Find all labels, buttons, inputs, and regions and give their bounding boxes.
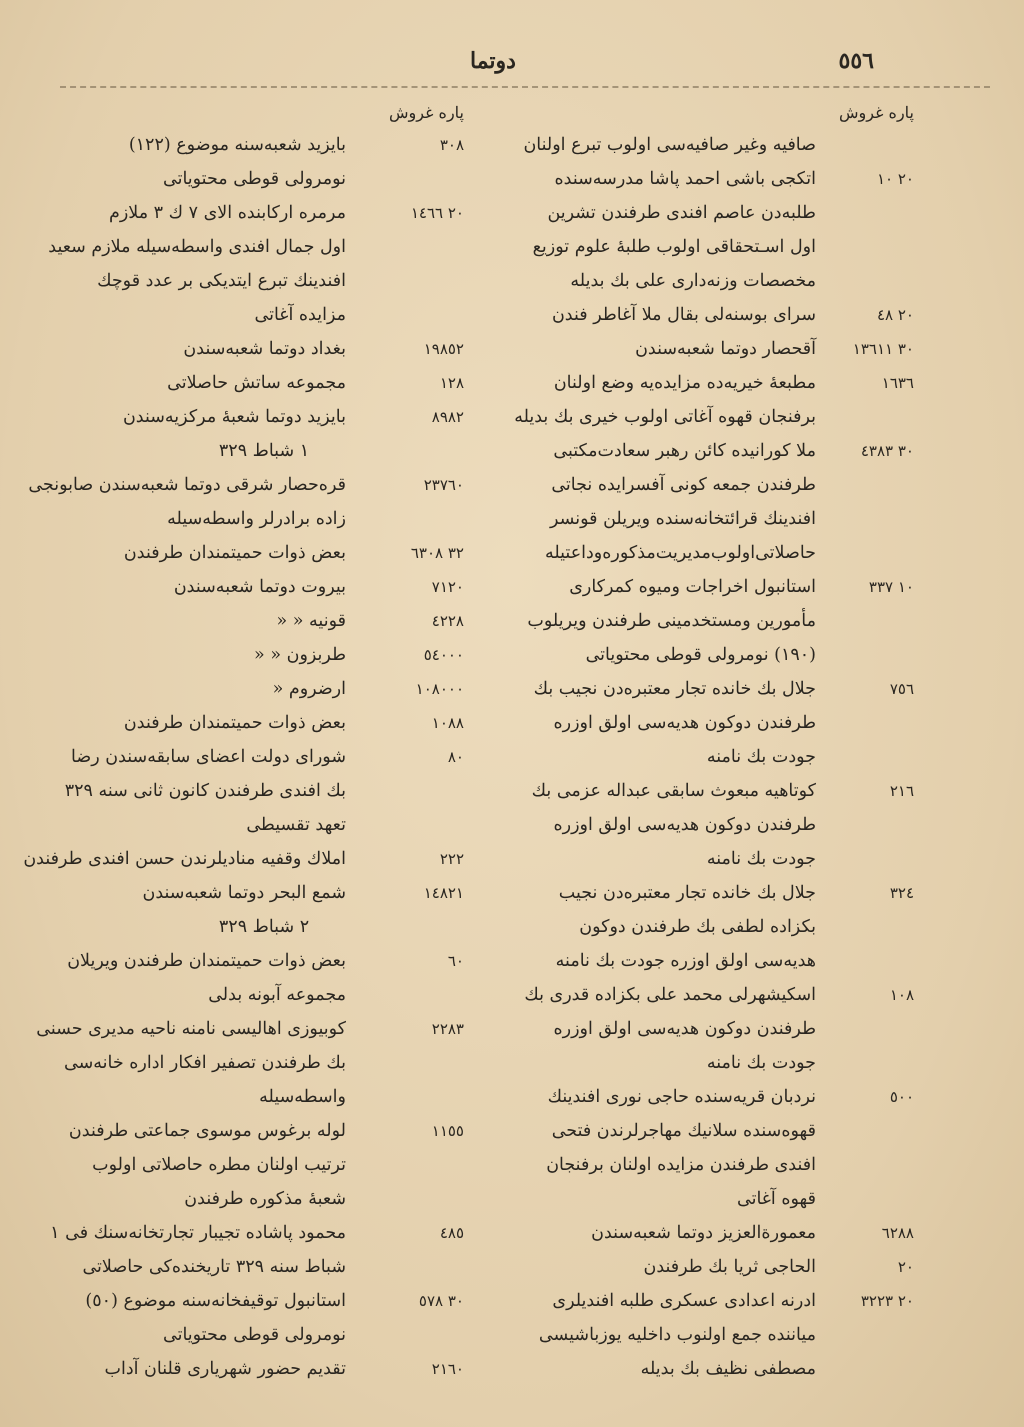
entry-text: معمورة‌العزیز دوتما شعبه‌سندن [591,1223,816,1243]
entry-text: طلبه‌دن عاصم افندی طرفندن تشرین [547,203,816,223]
entry-line [504,298,914,332]
entry-line [504,196,914,230]
ledger-entry [64,128,464,196]
entry-line [64,1080,464,1114]
entry-line [504,230,914,264]
entry-text: استانبول اخراجات ومیوه کمرکاری [569,577,816,597]
entry-line [64,502,464,536]
entry-line [64,604,464,638]
entry-amount: ۲۰ ٤٨ [876,306,914,324]
ledger-entry [504,570,914,672]
column-heading-currency: پاره غروش [389,103,464,122]
ledger-entry [64,570,464,604]
ledger-entry [64,672,464,706]
entry-line [504,128,914,162]
entry-amount: ٤۸٥ [439,1224,464,1242]
entry-amount: ۳۲٤ [889,884,914,902]
ledger-entry [504,1284,914,1386]
entry-amount: ۱۰۸ [889,986,914,1004]
entry-line [504,400,914,434]
entry-line [504,978,914,1012]
entry-text: زاده برادرلر واسطه‌سیله [167,509,346,529]
ledger-entry [28,468,464,536]
entry-text: شورای دولت اعضای سابقه‌سندن رضا [71,747,346,767]
entry-line [64,638,464,672]
entry-amount: ۱٤۸۲۱ [423,884,464,902]
entry-text: اول جمال افندی واسطه‌سیله ملازم سعید [48,237,346,257]
entry-text: تعهد تقسیطی [246,815,346,835]
entry-line [504,162,914,196]
entry-text: قهوه‌سنده سلانیك مهاجرلرندن فتحی [551,1121,816,1141]
entry-text: افندینك قرائتخانه‌سنده ویریلن قونسر [549,509,816,529]
ledger-entry [64,1114,464,1216]
entry-line [504,1250,914,1284]
entry-line [64,298,464,332]
entry-text: قونیه « « [276,611,346,631]
entry-line [64,196,464,230]
ledger-entry [64,910,464,944]
entry-line [504,264,914,298]
ledger-entry [64,876,464,910]
entry-text: تقدیم حضور شهریاری قلنان آداب [104,1359,346,1379]
ledger-entry [504,162,914,298]
entry-line [36,1012,464,1046]
entry-amount: ۱۱٥٥ [431,1122,464,1140]
entry-line [64,128,464,162]
entry-line [64,1182,464,1216]
entry-amount: ۸۰ [447,748,464,766]
entry-text: مجموعه آبونه بدلی [208,985,346,1005]
entry-text: افندی طرفندن مزایده اولنان برفنجان [546,1155,816,1175]
entry-amount: ۲۰ ۳۲۲۳ [860,1292,914,1310]
entry-line [504,434,914,468]
ledger-entry [504,1080,914,1216]
ledger-entry [504,298,914,332]
entry-text: مأمورین ومستخدمینی طرفندن ویریلوب [527,611,816,631]
ledger-entry [36,1012,464,1114]
entry-amount: ۱۰ ۳۳۷ [868,578,914,596]
entry-text: هدیه‌سی اولق اوزره جودت بك نامنه [555,951,816,971]
entry-text: شباط سنه ۳۲۹ تاریخنده‌کی حاصلاتی [82,1257,346,1277]
entry-line [64,1352,464,1386]
entry-line [64,332,464,366]
entry-line [64,1250,464,1284]
ledger-entry [504,978,914,1080]
ledger-entry [64,706,464,740]
entry-line [64,1046,464,1080]
ledger-entry [64,1284,464,1352]
entry-line [64,706,464,740]
entry-text: طرفندن دوکون هدیه‌سی اولق اوزره [553,1019,816,1039]
entry-line [64,808,464,842]
entry-text: ۱ شباط ۳۲۹ [218,441,310,461]
entry-text: طرفندن دوکون هدیه‌سی اولق اوزره [553,713,816,733]
entry-text: قره‌حصار شرقی دوتما شعبه‌سندن صابونجی [28,475,346,495]
entry-line [23,842,464,876]
entry-text: بیروت دوتما شعبه‌سندن [173,577,346,597]
entry-line [504,1284,914,1318]
entry-amount: ۲۰ ۱٤٦٦ [410,204,464,222]
entry-line [48,230,464,264]
ledger-entry [64,740,464,842]
entry-line [64,400,464,434]
ledger-entry [50,1216,464,1284]
right-column [504,98,914,1386]
entry-text: املاك وقفیه منادیلرندن حسن افندی طرفندن [23,849,346,869]
entry-line [504,1012,914,1046]
ledger-entry [64,638,464,672]
entry-text: جودت بك نامنه [706,1053,816,1073]
entry-text: مطبعۀ خیریه‌ده مزایده‌یه وضع اولنان [553,373,816,393]
ledger-entry [64,1352,464,1386]
entry-text: میاننده جمع اولنوب داخلیه یوزباشیسی [538,1325,816,1345]
entry-line [64,1318,464,1352]
entry-amount: ۲۳۷٦۰ [423,476,464,494]
entry-line [504,1182,914,1216]
entry-line [504,740,914,774]
entry-text: ادرنه اعدادی عسکری طلبه افندیلری [552,1291,816,1311]
entry-text: طرفندن دوکون هدیه‌سی اولق اوزره [553,815,816,835]
entry-text: بك افندی طرفندن کانون ثانی سنه ۳۲۹ [64,781,346,801]
entry-amount: ۳۲ ٦۳۰۸ [410,544,464,562]
date-line [64,434,464,468]
entry-text: مخصصات وزنه‌داری علی بك بدیله [570,271,816,291]
entry-amount: ۱۰۸۸ [431,714,464,732]
ledger-entry [504,332,914,366]
entry-text: نردبان قریه‌سنده حاجی نوری افندینك [547,1087,816,1107]
entry-amount: ۳۰۸ [439,136,464,154]
entry-text: مزایده آغاتی [254,305,346,325]
entry-text: ارضروم « [272,679,346,699]
ledger-entry [504,366,914,434]
entry-line [64,740,464,774]
entry-text: مصطفی نظیف بك بدیله [640,1359,816,1379]
entry-text: بغداد دوتما شعبه‌سندن [183,339,346,359]
entry-line [504,1216,914,1250]
entry-amount: ۳۰ ۱۳٦۱۱ [852,340,914,358]
entry-line [64,944,464,978]
column-heading-currency: پاره غروش [839,103,914,122]
entry-amount: ۲۲۲ [439,850,464,868]
entry-text: بك طرفندن تصفیر افکار اداره خانه‌سی [64,1053,346,1073]
ledger-entry [504,774,914,876]
page-header [0,48,1024,78]
entry-line [64,672,464,706]
entry-text: نومرولی قوطی محتویاتی [162,1325,346,1345]
entry-line [64,978,464,1012]
entry-amount: ٦۰ [447,952,464,970]
entry-text: شمع البحر دوتما شعبه‌سندن [142,883,346,903]
entry-text: (۱۹۰) نومرولی قوطی محتویاتی [585,645,816,665]
entry-text: استانبول توقیفخانه‌سنه موضوع (٥۰) [85,1291,346,1311]
entry-amount: ۱۹۸٥۲ [423,340,464,358]
entry-line [504,944,914,978]
entry-amount: ۲۰ [897,1258,914,1276]
entry-text: محمود پاشاده تجیبار تجارتخانه‌سنك فی ۱ [50,1223,346,1243]
entry-line [64,162,464,196]
entry-line [504,536,914,570]
ledger-entry [64,536,464,570]
entry-line [504,876,914,910]
entry-line [504,1318,914,1352]
entry-line [504,842,914,876]
entry-amount: ٥٤۰۰۰ [423,646,464,664]
entry-line [504,1352,914,1386]
header-rule [60,86,990,88]
entry-text: الحاجی ثریا بك طرفندن [643,1257,816,1277]
entry-text: آقحصار دوتما شعبه‌سندن [635,339,816,359]
entry-text: نومرولی قوطی محتویاتی [162,169,346,189]
entry-text: طرفندن جمعه کونی آفسرایده نجاتی [551,475,816,495]
entry-amount: ۷٥٦ [889,680,914,698]
ledger-entry [64,944,464,1012]
entry-amount: ٥۰۰ [889,1088,914,1106]
entry-line [504,1148,914,1182]
ledger-entry [504,434,914,570]
ledger-entry [23,842,464,876]
entry-text: ملا کورانیده کائن رهبر سعادت‌مکتبی [553,441,816,461]
entry-text: قهوه آغاتی [736,1189,816,1209]
entry-line [64,366,464,400]
entry-amount: ۱۰۸۰۰۰ [415,680,464,698]
page-number: ٥٥٦ [838,48,874,74]
entry-amount: ۸۹۸۲ [431,408,464,426]
entry-text: جودت بك نامنه [706,849,816,869]
entry-text: کوتاهیه مبعوث سابقی عبداله عزمی بك [531,781,816,801]
running-title: دوتما [470,48,516,74]
entry-line [64,774,464,808]
entry-text: طربزون « « [254,645,346,665]
entry-text: جودت بك نامنه [706,747,816,767]
entry-amount: ۱۲۸ [439,374,464,392]
entry-text: افندینك تبرع ایتدیکی بر عدد قوچك [97,271,346,291]
entry-line [504,468,914,502]
date-line [64,910,464,944]
ledger-entry [64,434,464,468]
entry-text: لوله برغوس موسوی جماعتی طرفندن [68,1121,346,1141]
left-column [23,98,464,1386]
entry-text: بعض ذوات حمیتمندان طرفندن [123,543,346,563]
entry-text: بعض ذوات حمیتمندان طرفندن [123,713,346,733]
entry-text: اول اسـتحقاقی اولوب طلبۀ علوم توزیع [532,237,816,257]
entry-text: کوبیوزی اهالیسی نامنه ناحیه مدیری حسنی [36,1019,346,1039]
entry-text: بایزید شعبه‌سنه موضوع (۱۲۲) [128,135,346,155]
entry-line [504,638,914,672]
entry-line [504,1114,914,1148]
entry-line [504,332,914,366]
entry-text: شعبۀ مذکوره طرفندن [184,1189,346,1209]
entry-text: صافیه وغیر صافیه‌سی اولوب تبرع اولنان [523,135,816,155]
entry-line [504,502,914,536]
entry-text: واسطه‌سیله [259,1087,346,1107]
entry-text: جلال بك خانده تجار معتبره‌دن نجیب بك [533,679,816,699]
entry-amount: ۲۱٦ [889,782,914,800]
ledger-entry [504,1250,914,1284]
entry-line [504,808,914,842]
entry-line [64,1284,464,1318]
entry-amount: ۲۲۸۳ [431,1020,464,1038]
ledger-entry [504,128,914,162]
entry-line [64,536,464,570]
entry-line [504,672,914,706]
entry-line [50,1216,464,1250]
ledger-entry [48,196,464,332]
entry-text: مجموعه ساتش حاصلاتی [167,373,346,393]
entry-line [64,1114,464,1148]
entry-line [28,468,464,502]
entry-text: بکزاده لطفی بك طرفندن دوکون [579,917,816,937]
entry-line [64,876,464,910]
entry-text: اتکجی باشی احمد پاشا مدرسه‌سنده [554,169,816,189]
entry-line [504,570,914,604]
ledger-entry [64,332,464,366]
entry-text: ۲ شباط ۳۲۹ [218,917,310,937]
entry-text: بایزید دوتما شعبۀ مرکزیه‌سندن [122,407,346,427]
entry-amount: ۱٦۳٦ [881,374,914,392]
entry-text: حاصلاتی‌اولوب‌مدیریت‌مذکوره‌وداعتیله [544,543,816,563]
entry-line [64,570,464,604]
entry-amount: ٤۲۲۸ [431,612,464,630]
ledger-entry [64,400,464,434]
entry-line [504,1080,914,1114]
entry-text: سرای بوسنه‌لی بقال ملا آغاطر فندن [551,305,816,325]
entry-line [504,910,914,944]
entry-line [504,774,914,808]
entry-text: مرمره ارکابنده الای ۷ ك ۳ ملازم [109,203,346,223]
entry-line [504,366,914,400]
ledger-entry [64,366,464,400]
entry-amount: ۳۰ ٥۷۸ [418,1292,464,1310]
entry-line [504,1046,914,1080]
entry-amount: ۳۰ ٤۳۸۳ [860,442,914,460]
entry-amount: ۲۱٦۰ [431,1360,464,1378]
entry-line [504,604,914,638]
ledger-entry [504,876,914,978]
entry-text: جلال بك خانده تجار معتبره‌دن نجیب [558,883,816,903]
entry-amount: ٦۲۸۸ [881,1224,914,1242]
ledger-entry [64,604,464,638]
entry-text: ترتیب اولنان مطره حاصلاتی اولوب [92,1155,346,1175]
ledger-entry [504,672,914,774]
entry-line [504,706,914,740]
entry-amount: ۷۱۲۰ [431,578,464,596]
entry-line [64,1148,464,1182]
entry-line [64,264,464,298]
entry-text: اسکیشهرلی محمد علی بکزاده قدری بك [524,985,816,1005]
entry-text: بعض ذوات حمیتمندان طرفندن ویریلان [67,951,346,971]
ledger-entry [504,1216,914,1250]
entry-amount: ۲۰ ۱۰ [876,170,914,188]
entry-text: برفنجان قهوه آغاتی اولوب خیری بك بدیله [514,407,816,427]
